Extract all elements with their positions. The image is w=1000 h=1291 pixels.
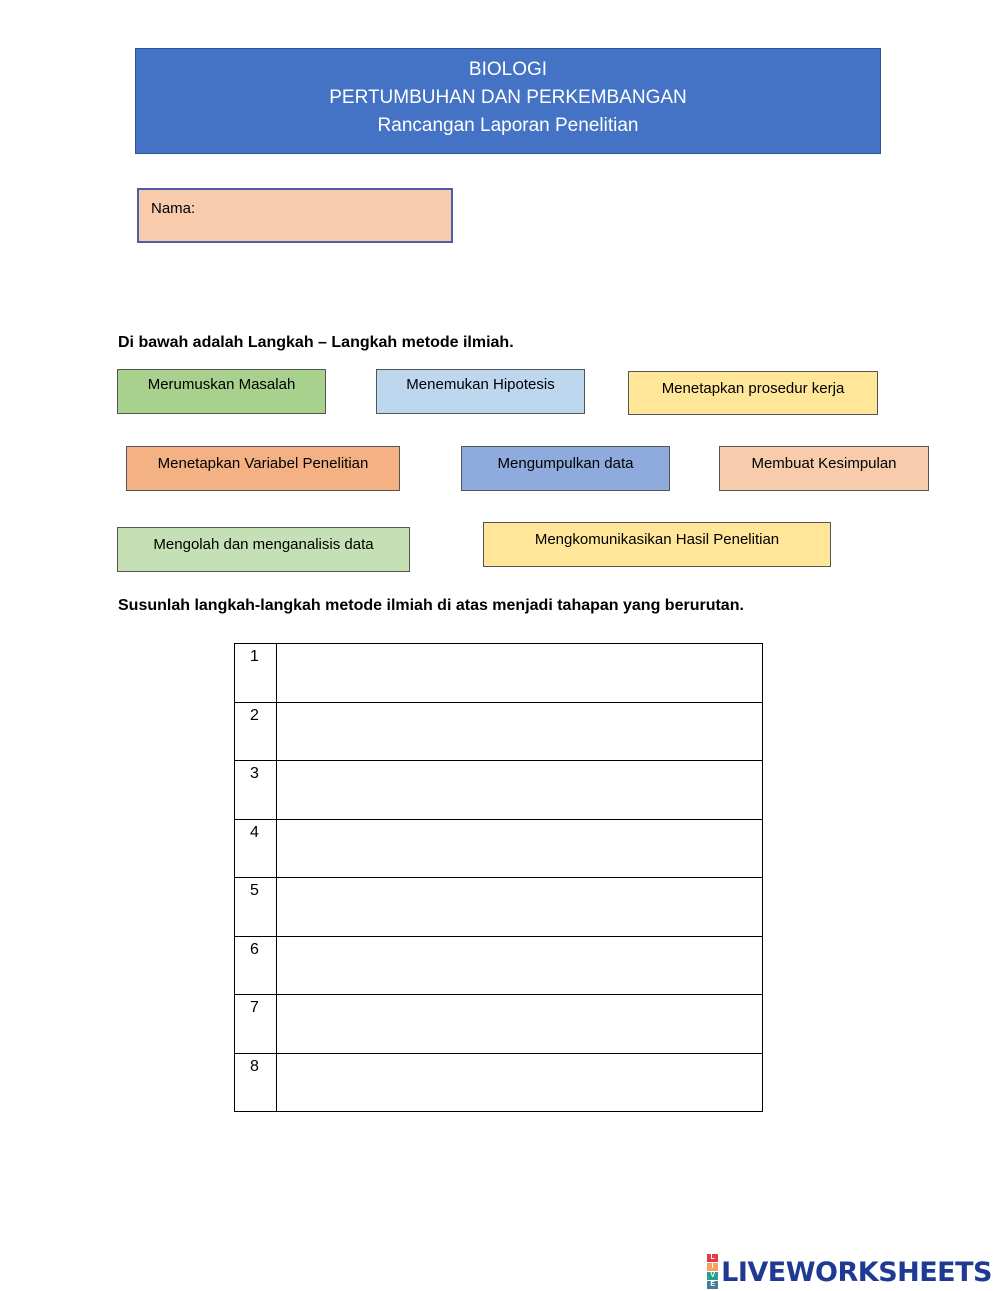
- step-card-membuat-kesimpulan[interactable]: Membuat Kesimpulan: [719, 446, 929, 491]
- row-number: 6: [235, 936, 277, 995]
- row-number: 5: [235, 878, 277, 937]
- table-row: [235, 878, 763, 937]
- logo-letter-l: L: [707, 1254, 718, 1262]
- name-field[interactable]: [137, 188, 453, 243]
- drop-slot-2[interactable]: [276, 702, 762, 761]
- drop-slot-4[interactable]: [276, 819, 762, 878]
- instruction-order: Susunlah langkah-langkah metode ilmiah di atas menjadi tahapan yang berurutan.: [118, 597, 744, 614]
- step-card-mengkomunikasikan-hasil[interactable]: Mengkomunikasikan Hasil Penelitian: [483, 522, 831, 567]
- liveworksheets-logo: [707, 1254, 992, 1290]
- step-card-menetapkan-variabel[interactable]: Menetapkan Variabel Penelitian: [126, 446, 400, 491]
- drop-slot-1[interactable]: [276, 644, 762, 703]
- subject-title: BIOLOGI: [468, 59, 548, 80]
- step-card-mengolah-data[interactable]: Mengolah dan menganalisis data: [117, 527, 410, 572]
- table-row: [235, 819, 763, 878]
- table-row: [235, 995, 763, 1054]
- logo-letter-i: I: [707, 1263, 718, 1271]
- table-row: [235, 761, 763, 820]
- live-logo-icon: [707, 1254, 718, 1290]
- logo-letter-v: V: [707, 1272, 718, 1280]
- logo-letter-e: E: [707, 1281, 718, 1289]
- topic-title: PERTUMBUHAN DAN PERKEMBANGAN: [329, 87, 687, 108]
- name-label: Nama:: [151, 200, 196, 217]
- row-number: 2: [235, 702, 277, 761]
- row-number: 1: [235, 644, 277, 703]
- drop-slot-5[interactable]: [276, 878, 762, 937]
- worksheet-subtitle: Rancangan Laporan Penelitian: [377, 115, 639, 136]
- row-number: 7: [235, 995, 277, 1054]
- table-row: [235, 702, 763, 761]
- drop-slot-6[interactable]: [276, 936, 762, 995]
- title-banner: [135, 48, 881, 154]
- step-card-mengumpulkan-data[interactable]: Mengumpulkan data: [461, 446, 670, 491]
- step-card-menetapkan-prosedur[interactable]: Menetapkan prosedur kerja: [628, 371, 878, 415]
- table-row: [235, 644, 763, 703]
- step-card-merumuskan-masalah[interactable]: Merumuskan Masalah: [117, 369, 326, 414]
- row-number: 4: [235, 819, 277, 878]
- table-row: [235, 936, 763, 995]
- brand-text: LIVEWORKSHEETS: [721, 1256, 992, 1288]
- row-number: 3: [235, 761, 277, 820]
- drop-slot-8[interactable]: [276, 1053, 762, 1112]
- table-row: [235, 1053, 763, 1112]
- step-card-menemukan-hipotesis[interactable]: Menemukan Hipotesis: [376, 369, 585, 414]
- drop-slot-3[interactable]: [276, 761, 762, 820]
- row-number: 8: [235, 1053, 277, 1112]
- instruction-intro: Di bawah adalah Langkah – Langkah metode ilmiah.: [118, 334, 514, 351]
- order-table: [234, 643, 763, 1112]
- drop-slot-7[interactable]: [276, 995, 762, 1054]
